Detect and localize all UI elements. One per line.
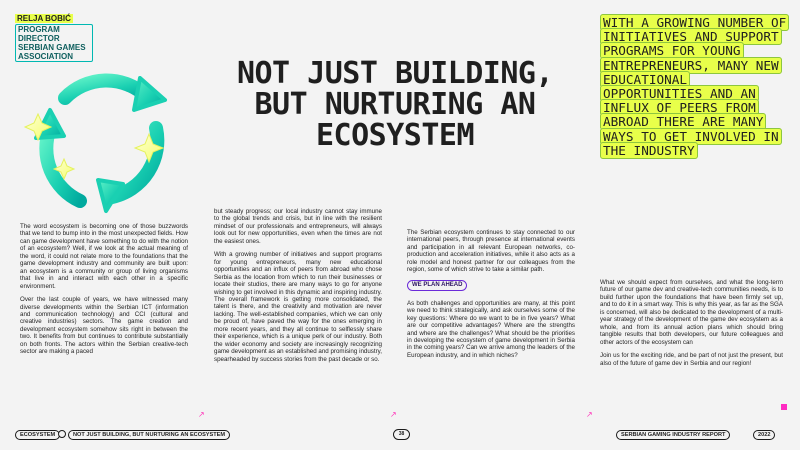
corner-arrow-icon: ↗ (198, 410, 205, 419)
section-badge: WE PLAN AHEAD (407, 280, 467, 291)
body-column-2 (214, 208, 382, 369)
page-headline: NOT JUST BUILDING, BUT NURTURING AN ECOSYSTEM (236, 56, 554, 153)
page-footer (0, 425, 800, 445)
body-column-4 (600, 279, 783, 373)
recycle-arrows-icon (20, 56, 180, 226)
author-tag (15, 14, 99, 62)
author-name: RELJA BOBIĆ (17, 14, 71, 23)
pull-quote-text: WITH A GROWING NUMBER OF INITIATIVES AND SUPPORT PROGRAMS FOR YOUNG ENTREPRENEURS, MANY NEW EDUCATIONAL OPPORTUNITIES AND AN INFLUX OF PEERS FROM ABROAD THERE ARE MANY WAYS TO GET INVOLVED IN THE INDUSTRY (600, 14, 789, 159)
body-column-3 (407, 229, 575, 365)
body-paragraph: What we should expect from ourselves, and what the long-term future of our game dev and creative-tech communities needs, is to build further upon the foundations that have been firmly set up, and to do it in a smart way. This is why this year, as far as the SGA is concerned, will also be dedicated to the development of a multi-year strategy of the development of the game dev ecosystem as a whole, and from its annual action plans which should bring tangible results that both developers, our future colleagues and other actors of the ecosystem can (600, 279, 783, 346)
body-column-1 (20, 223, 188, 362)
body-paragraph: With a growing number of initiatives and support programs for young entrepreneurs, many new educational opportunities and an influx of peers from abroad who chose Serbia as the location from which to run their businesses or locate their studios, there are many ways to go for anyone wishing to get involved in this dynamic and inspiring industry. The overall framework is getting more consolidated, the talent is there, and the creativity and motivation are never lacking. The well-established companies, which we can only be proud of, have paved the way for the ones emerging in more recent years, and they all continue to selflessly share their experience, which is a unique perk of our industry. Both the wider economy and society are increasingly recognizing game development as an established and promising industry, spearheaded by success stories from the past decade or so. (214, 251, 382, 363)
body-paragraph: Join us for the exciting ride, and be part of not just the present, but also of the future of game dev in Serbia and our region! (600, 352, 783, 367)
body-paragraph: As both challenges and opportunities are many, at this point we need to think strategically, and ask ourselves some of the key questions: Where do we want to be in five years? What are our competitive advantages? Where are the strengths and where are the challenges? What should be the priorities in developing the ecosystem of game development in Serbia in the coming years? Can we arrive among the leaders of the European industry, and in which niches? (407, 299, 575, 359)
body-paragraph: The Serbian ecosystem continues to stay connected to our international peers, through presence at international events and participation in all relevant European networks, co-production and acceleration initiatives, while it also acts as a role model and honest partner for our colleagues from the region, some of which strive to take a similar path. (407, 229, 575, 274)
author-role: PROGRAM DIRECTOR SERBIAN GAMES ASSOCIATION (15, 24, 93, 62)
body-paragraph: Over the last couple of years, we have witnessed many diverse developments within the Serbian ICT (information and communication technology) and CCI (cultural and creative industries) sectors. The game creation and development ecosystem somehow sits right in between the two. It benefits from but continues to contribute substantially on both fronts. The actors within the Serbian creative-tech sector are making a paced (20, 296, 188, 356)
footer-publication-pill: SERBIAN GAMING INDUSTRY REPORT (616, 430, 730, 440)
corner-arrow-icon: ↗ (586, 410, 593, 419)
footer-article-pill: NOT JUST BUILDING, BUT NURTURING AN ECOSYSTEM (68, 430, 230, 440)
footer-dot-icon (58, 430, 66, 438)
page-number: 38 (393, 429, 410, 440)
body-paragraph: but steady progress; our local industry cannot stay immune to the global trends and crisis, but in line with the resilient mindset of our professionals and entrepreneurs, will always look out for new opportunities, even when the times are not the easiest ones. (214, 208, 382, 245)
footer-section-pill: ECOSYSTEM (15, 430, 60, 440)
body-paragraph: The word ecosystem is becoming one of those buzzwords that we tend to bump into in the most unexpected fields. How can game development have something to do with the notion of an ecosystem? Well, if we look at the actual meaning of the word, it could not relate more to the foundations that the game development industry and community are built upon: an ecosystem is a community or group of living organisms that live in and interact with each other in a specific environment. (20, 223, 188, 290)
pink-marker-icon (781, 404, 787, 410)
corner-arrow-icon: ↗ (390, 410, 397, 419)
footer-year-pill: 2022 (753, 430, 775, 440)
pull-quote (600, 16, 790, 158)
